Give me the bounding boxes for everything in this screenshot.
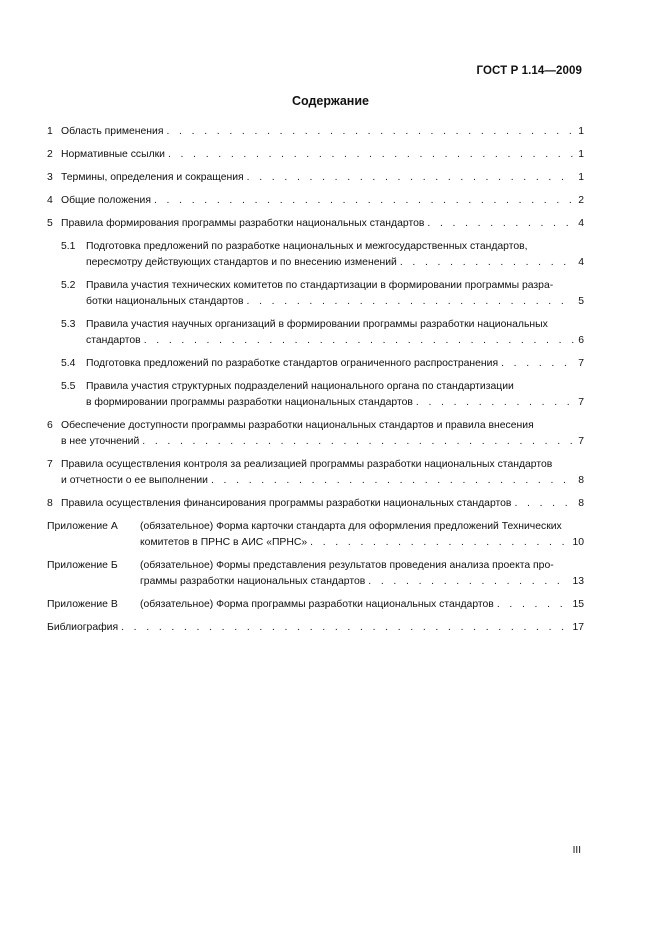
- toc-number: 5.4: [61, 358, 76, 369]
- toc-entry-5-4[interactable]: [61, 356, 584, 372]
- toc-page: 7: [578, 397, 584, 408]
- toc-title-line2: и отчетности о ее выполнении: [61, 475, 208, 486]
- dot-leader: [416, 395, 574, 411]
- toc-page: 13: [572, 576, 584, 587]
- dot-leader: [211, 473, 574, 489]
- dot-leader: [497, 597, 570, 613]
- toc-entry-7[interactable]: [47, 457, 584, 489]
- toc-entry-4[interactable]: [47, 193, 584, 209]
- toc-title-line2: граммы разработки национальных стандартов: [140, 576, 366, 587]
- toc-entry-5-1[interactable]: [61, 239, 584, 271]
- appendix-prefix: Приложение В: [47, 599, 118, 610]
- toc-title-line2: ботки национальных стандартов: [86, 296, 244, 307]
- toc-title: Правила осуществления финансирования программы разработки национальных стандартов: [61, 498, 512, 509]
- toc-page: 7: [578, 436, 584, 447]
- toc-number: 1: [47, 126, 53, 137]
- toc-number: 5.5: [61, 381, 76, 392]
- toc-number: 2: [47, 149, 53, 160]
- toc-title-line1: Правила осуществления контроля за реализацией программы разработки национальных стандартов: [61, 459, 553, 470]
- toc-entry-5-5[interactable]: [61, 379, 584, 411]
- toc-number: 7: [47, 459, 53, 470]
- toc-page: 8: [578, 475, 584, 486]
- dot-leader: [247, 170, 574, 186]
- toc-title-line1: Правила участия научных организаций в формировании программы разработки национальных: [86, 319, 548, 330]
- toc-entry-8[interactable]: [47, 496, 584, 512]
- toc-title-line2: комитетов в ПРНС в АИС «ПРНС»: [140, 537, 308, 548]
- toc-number: 8: [47, 498, 53, 509]
- dot-leader: [166, 124, 574, 140]
- toc-number: 5.3: [61, 319, 76, 330]
- toc-page: 1: [578, 126, 584, 137]
- dot-leader: [142, 434, 574, 450]
- toc-page: 2: [578, 195, 584, 206]
- toc-entry-2[interactable]: [47, 147, 584, 163]
- toc-page: 7: [578, 358, 584, 369]
- dot-leader: [121, 620, 569, 636]
- toc-page: 6: [578, 335, 584, 346]
- page-title: Содержание: [291, 94, 369, 108]
- toc-title-line1: Правила участия технических комитетов по стандартизации в формировании программы разра-: [86, 280, 554, 291]
- toc-entry-5-2[interactable]: [61, 278, 584, 310]
- dot-leader: [514, 496, 574, 512]
- toc-title-line2: пересмотру действующих стандартов и по внесению изменений: [86, 257, 397, 268]
- toc-number: 4: [47, 195, 53, 206]
- toc-entry-1[interactable]: [47, 124, 584, 140]
- toc-bibliography[interactable]: [47, 620, 584, 636]
- toc-number: 5: [47, 218, 53, 229]
- toc-title-line1: (обязательное) Формы представления результатов проведения анализа проекта про-: [140, 560, 554, 571]
- toc-page: 8: [578, 498, 584, 509]
- toc-title: Подготовка предложений по разработке стандартов ограниченного распространения: [86, 358, 499, 369]
- toc-title-line1: (обязательное) Форма карточки стандарта для оформления предложений Технических: [140, 521, 562, 532]
- toc-title: (обязательное) Форма программы разработки национальных стандартов: [140, 599, 494, 610]
- toc-title-line1: Подготовка предложений по разработке национальных и межгосударственных стандартов,: [86, 241, 528, 252]
- dot-leader: [310, 535, 569, 551]
- toc-page: 1: [578, 172, 584, 183]
- page-number: III: [572, 845, 581, 856]
- toc-page: 4: [578, 218, 584, 229]
- toc-appendix-c[interactable]: [47, 597, 584, 613]
- toc-title-line2: в нее уточнений: [61, 436, 140, 447]
- toc-entry-5[interactable]: [47, 216, 584, 232]
- toc-page: 10: [572, 537, 584, 548]
- toc-page: 1: [578, 149, 584, 160]
- appendix-prefix: Приложение А: [47, 521, 118, 532]
- toc-entry-3[interactable]: [47, 170, 584, 186]
- toc-appendix-a[interactable]: [47, 519, 584, 551]
- toc-page: 4: [578, 257, 584, 268]
- toc-title-line2: стандартов: [86, 335, 141, 346]
- toc-title: Общие положения: [61, 195, 151, 206]
- toc-entry-5-3[interactable]: [61, 317, 584, 349]
- toc-appendix-b[interactable]: [47, 558, 584, 590]
- dot-leader: [427, 216, 574, 232]
- toc-page: 5: [578, 296, 584, 307]
- toc-title: Область применения: [61, 126, 164, 137]
- dot-leader: [368, 574, 569, 590]
- dot-leader: [168, 147, 574, 163]
- document-code: ГОСТ Р 1.14—2009: [476, 65, 582, 77]
- toc-page: 17: [572, 622, 584, 633]
- dot-leader: [247, 294, 574, 310]
- toc-page: 15: [572, 599, 584, 610]
- toc-number: 6: [47, 420, 53, 431]
- toc-title-line1: Правила участия структурных подразделений национального органа по стандартизации: [86, 381, 514, 392]
- toc-title-line2: в формировании программы разработки национальных стандартов: [86, 397, 413, 408]
- toc-title: Термины, определения и сокращения: [61, 172, 244, 183]
- toc-title: Правила формирования программы разработки национальных стандартов: [61, 218, 425, 229]
- toc-title: Нормативные ссылки: [61, 149, 165, 160]
- toc-title-line1: Обеспечение доступности программы разработки национальных стандартов и правила внесения: [61, 420, 534, 431]
- appendix-prefix: Приложение Б: [47, 560, 118, 571]
- dot-leader: [154, 193, 574, 209]
- toc-number: 5.2: [61, 280, 76, 291]
- dot-leader: [144, 333, 574, 349]
- dot-leader: [501, 356, 574, 372]
- dot-leader: [400, 255, 574, 271]
- toc-title: Библиография: [47, 622, 119, 633]
- toc-entry-6[interactable]: [47, 418, 584, 450]
- toc-number: 5.1: [61, 241, 76, 252]
- toc-number: 3: [47, 172, 53, 183]
- table-of-contents: [47, 124, 584, 643]
